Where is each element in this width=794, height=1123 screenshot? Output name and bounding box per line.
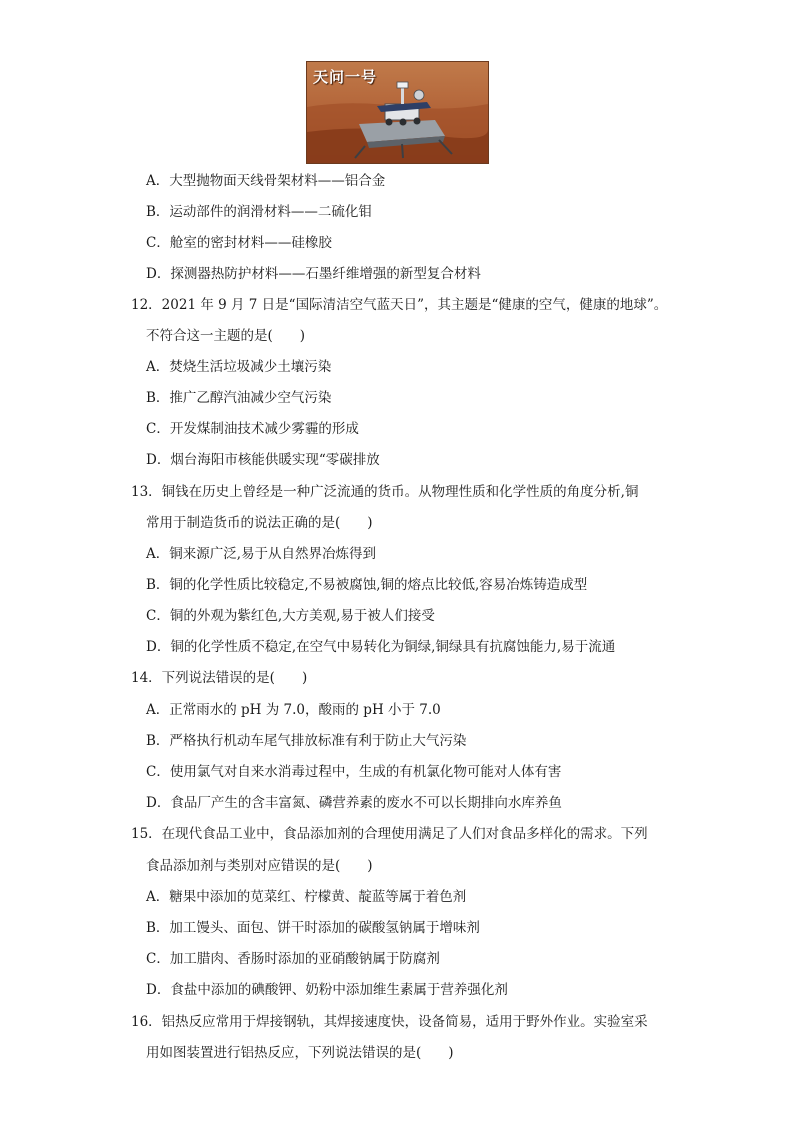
q12-stem-line2: 不符合这一主题的是( ) (146, 328, 306, 344)
q13-stem-line1: 13．铜钱在历史上曾经是一种广泛流通的货币。从物理性质和化学性质的角度分析,铜 (131, 484, 639, 500)
q15-option-d: D．食盐中添加的碘酸钾、奶粉中添加维生素属于营养强化剂 (146, 982, 508, 998)
rover-photo (306, 61, 489, 164)
q13-option-b: B．铜的化学性质比较稳定,不易被腐蚀,铜的熔点比较低,容易冶炼铸造成型 (146, 577, 588, 593)
q15-stem-line1: 15．在现代食品工业中，食品添加剂的合理使用满足了人们对食品多样化的需求。下列 (131, 826, 648, 842)
q14-stem-line1: 14．下列说法错误的是( ) (131, 670, 308, 686)
q15-option-c: C．加工腊肉、香肠时添加的亚硝酸钠属于防腐剂 (146, 951, 440, 967)
q11-option-c: C．舱室的密封材料——硅橡胶 (146, 235, 332, 251)
q11-option-b: B．运动部件的润滑材料——二硫化钼 (146, 204, 372, 220)
q16-stem-line2: 用如图装置进行铝热反应，下列说法错误的是( ) (146, 1045, 454, 1061)
figure-caption: 天问一号 (313, 68, 378, 86)
q15-option-b: B．加工馒头、面包、饼干时添加的碳酸氢钠属于增味剂 (146, 920, 480, 936)
q11-option-a: A．大型抛物面天线骨架材料——铝合金 (146, 173, 386, 189)
q12-option-d: D．烟台海阳市核能供暖实现“零碳排放 (146, 452, 380, 468)
q14-option-b: B．严格执行机动车尾气排放标准有利于防止大气污染 (146, 733, 467, 749)
q13-option-a: A．铜来源广泛,易于从自然界冶炼得到 (146, 546, 377, 562)
q12-option-b: B．推广乙醇汽油减少空气污染 (146, 390, 332, 406)
q16-stem-line1: 16．铝热反应常用于焊接钢轨，其焊接速度快，设备简易，适用于野外作业。实验室采 (131, 1014, 648, 1030)
q12-option-a: A．焚烧生活垃圾减少土壤污染 (146, 359, 332, 375)
q14-option-c: C．使用氯气对自来水消毒过程中，生成的有机氯化物可能对人体有害 (146, 764, 562, 780)
q12-option-c: C．开发煤制油技术减少雾霾的形成 (146, 421, 359, 437)
q14-option-d: D．食品厂产生的含丰富氮、磷营养素的废水不可以长期排向水库养鱼 (146, 795, 562, 811)
q14-option-a: A．正常雨水的 pH 为 7.0，酸雨的 pH 小于 7.0 (146, 702, 441, 718)
q12-stem-line1: 12．2021 年 9 月 7 日是“国际清洁空气蓝天日”，其主题是“健康的空气，健康的地球”。 (131, 297, 668, 313)
q15-option-a: A．糖果中添加的苋菜红、柠檬黄、靛蓝等属于着色剂 (146, 889, 467, 905)
q13-option-d: D．铜的化学性质不稳定,在空气中易转化为铜绿,铜绿具有抗腐蚀能力,易于流通 (146, 639, 616, 655)
q13-option-c: C．铜的外观为紫红色,大方美观,易于被人们接受 (146, 608, 435, 624)
q11-option-d: D．探测器热防护材料——石墨纤维增强的新型复合材料 (146, 266, 481, 282)
q13-stem-line2: 常用于制造货币的说法正确的是( ) (146, 515, 373, 531)
q15-stem-line2: 食品添加剂与类别对应错误的是( ) (146, 858, 373, 874)
